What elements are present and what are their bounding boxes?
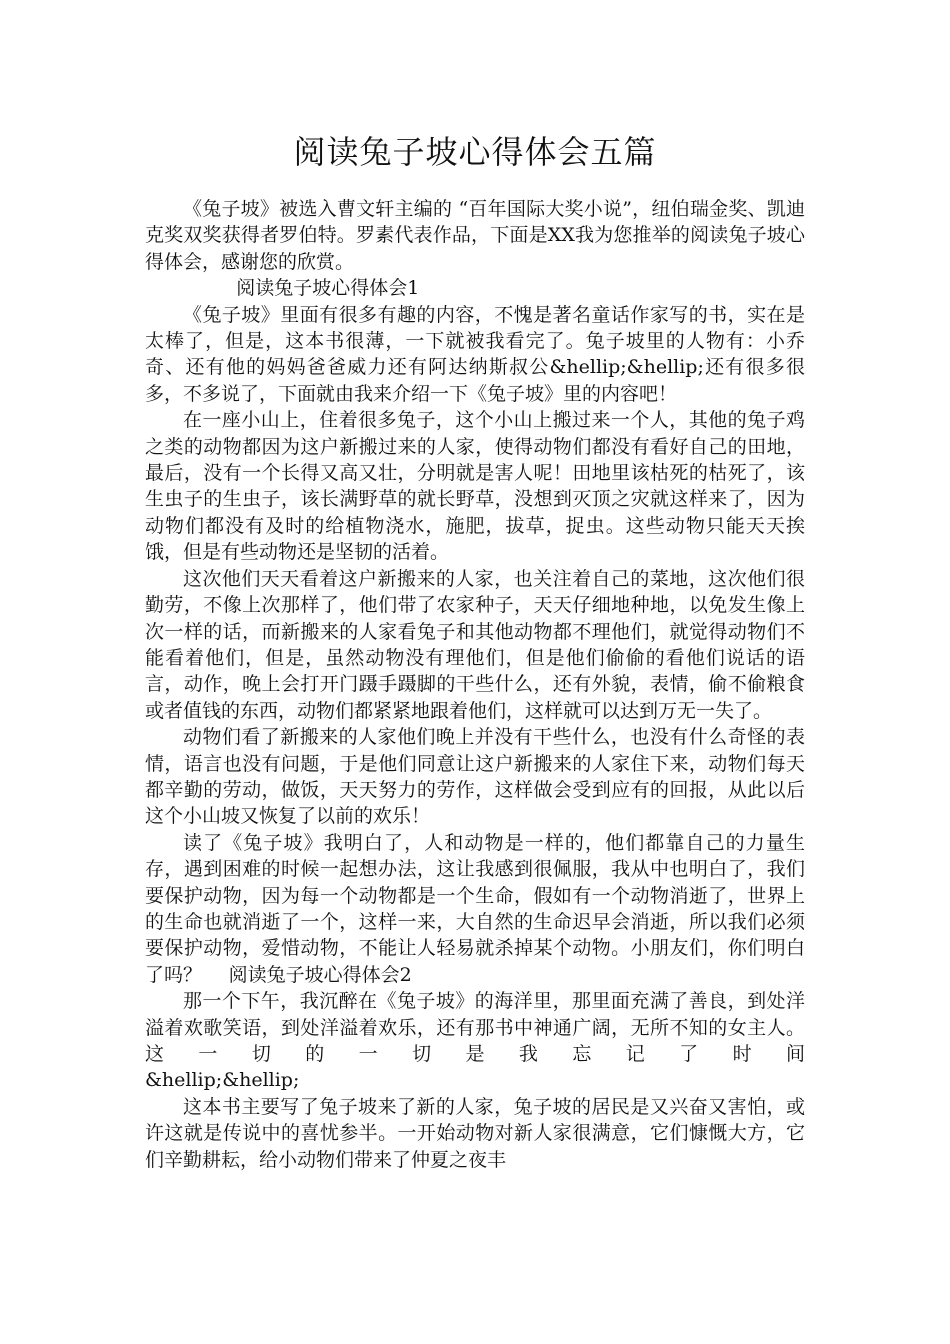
section1-paragraph-5-text: 读了《兔子坡》我明白了，人和动物是一样的，他们都靠自己的力量生存，遇到困难的时候一起想办法，这让我感到很佩服，我从中也明白了，我们要保护动物，因为每一个动物都是一个生命，假如有一个动物消逝了，世界上的生命也就消逝了一个，这样一来，大自然的生命迟早会消逝，所以我们必须要保护动物，爱惜动物，不能让人轻易就杀掉某个动物。小朋友们，你们明白了吗？ bbox=[145, 831, 805, 986]
section2-ellipsis: &hellip;&hellip; bbox=[145, 1069, 300, 1092]
document-title: 阅读兔子坡心得体会五篇 bbox=[293, 133, 657, 171]
section1-paragraph-1: 《兔子坡》里面有很多有趣的内容，不愧是著名童话作家写的书，实在是太棒了，但是，这本书很薄，一下就被我看完了。兔子坡里的人物有：小乔奇、还有他的妈妈爸爸威力还有阿达纳斯叔公&hellip;&hellip;还有很多很多，不多说了，下面就由我来介绍一下《兔子坡》里的内容吧！ bbox=[145, 303, 805, 405]
section-heading-2: 阅读兔子坡心得体会2 bbox=[228, 963, 412, 986]
section1-paragraph-4: 动物们看了新搬来的人家他们晚上并没有干些什么，也没有什么奇怪的表情，语言也没有问题，于是他们同意让这户新搬来的人家住下来，动物们每天都辛勤的劳动，做饭，天天努力的劳作，这样做会受到应有的回报，从此以后这个小山坡又恢复了以前的欢乐！ bbox=[145, 726, 805, 828]
section2-paragraph-2: 这本书主要写了兔子坡来了新的人家，兔子坡的居民是又兴奋又害怕，或许这就是传说中的喜忧参半。一开始动物对新人家很满意，它们慷慨大方，它们辛勤耕耘，给小动物们带来了仲夏之夜丰 bbox=[145, 1095, 805, 1171]
document-body bbox=[145, 196, 805, 1173]
section-heading-1: 阅读兔子坡心得体会1 bbox=[236, 277, 420, 300]
section1-paragraph-3: 这次他们天天看着这户新搬来的人家，也关注着自己的菜地，这次他们很勤劳，不像上次那样了，他们带了农家种子，天天仔细地种地，以免发生像上次一样的话，而新搬来的人家看兔子和其他动物都不理他们，就觉得动物们不能看着他们，但是，虽然动物没有理他们，但是他们偷偷的看他们说话的语言，动作，晚上会打开门蹑手蹑脚的干些什么，还有外貌，表情，偷不偷粮食或者值钱的东西，动物们都紧紧地跟着他们，这样就可以达到万无一失了。 bbox=[145, 567, 805, 722]
intro-paragraph: 《兔子坡》被选入曹文轩主编的 “百年国际大奖小说”，纽伯瑞金奖、凯迪克奖双奖获得者罗伯特。罗素代表作品，下面是XX我为您推举的阅读兔子坡心得体会，感谢您的欣赏。 bbox=[145, 198, 805, 273]
section2-paragraph-1: 那一个下午，我沉醉在《兔子坡》的海洋里，那里面充满了善良，到处洋溢着欢歌笑语，到处洋溢着欢乐，还有那书中神通广阔，无所不知的女主人。这一切的一切是我忘记了时间 bbox=[145, 990, 805, 1065]
section1-paragraph-5 bbox=[145, 830, 805, 988]
section1-paragraph-2: 在一座小山上，住着很多兔子，这个小山上搬过来一个人，其他的兔子鸡之类的动物都因为这户新搬过来的人家，使得动物们都没有看好自己的田地，最后，没有一个长得又高又壮，分明就是害人呢！田地里该枯死的枯死了，该生虫子的生虫子，该长满野草的就长野草，没想到灭顶之灾就这样来了，因为动物们都没有及时的给植物浇水，施肥，拔草，捉虫。这些动物只能天天挨饿，但是有些动物还是坚韧的活着。 bbox=[145, 409, 805, 564]
